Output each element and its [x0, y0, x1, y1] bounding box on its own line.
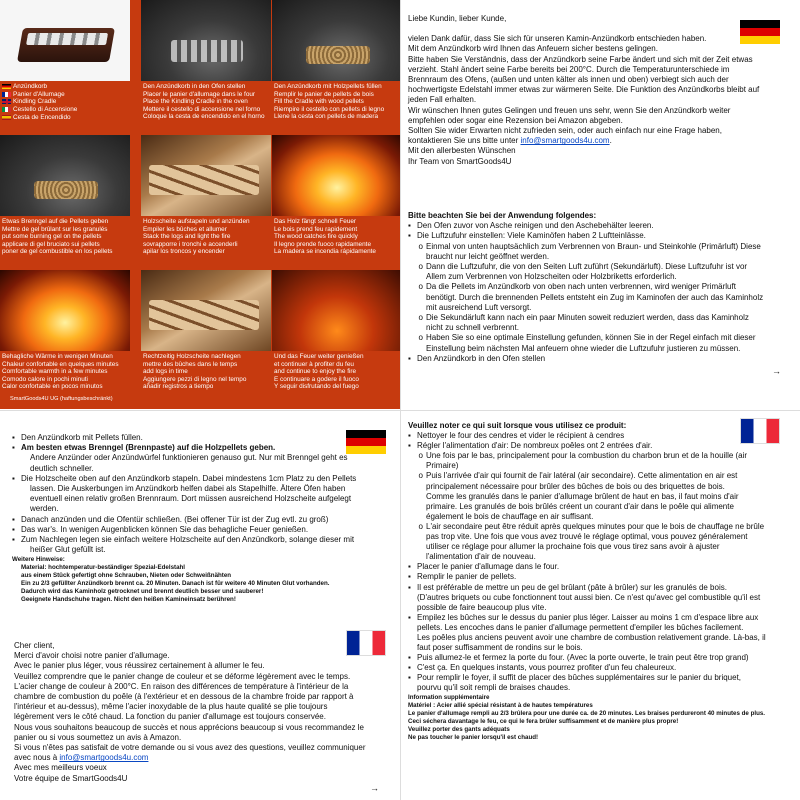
caption-line: Llene la cesta con pellets de madera [274, 113, 379, 121]
intro-line: Mit dem Anzündkorb wird Ihnen das Anfeuern sicher bestens gelingen. [408, 44, 658, 54]
fr-intro-line: chambre de combustion du poêle (à l'extérieur et en dessous de la chambre froide par rapport à [14, 692, 354, 702]
tile-caption [274, 83, 400, 121]
bullet-item [12, 515, 390, 525]
german-steps [12, 433, 390, 604]
caption-line: mettre des bûches dans le temps [143, 360, 238, 368]
fr-intro-line: Si vous n'êtes pas satisfait de votre demande ou si vous avez des questions, veuillez communiquer [14, 743, 366, 753]
caption-line: Remplir le panier de pellets de bois [274, 90, 374, 98]
caption-line: Placer le panier d'allumage dans le four [143, 90, 256, 98]
caption-line: apilar los troncos y encender [143, 248, 225, 256]
caption-line: Behagliche Wärme in wenigen Minuten [2, 353, 113, 360]
bullet-text: braucht nur leicht geöffnet werden. [426, 251, 550, 261]
bullet-item [12, 433, 390, 443]
bullet-text: pourvu qu'il soit rempli de braises chaudes. [417, 683, 571, 693]
bullet-text: nicht zu schnell verbrennt. [426, 323, 519, 333]
bullet-marker: ▪ [408, 562, 411, 572]
caption-line: Das Holz fängt schnell Feuer [274, 218, 357, 225]
bullet-text: Den Ofen zuvor von Asche reinigen und den Aschebehälter leeren. [417, 221, 654, 231]
intro-line: hochwertigste Edelstahl immer etwas zur wärmeren Seite. Die Funktion des Anzündkorbs bleibt auf [408, 85, 760, 95]
bullet-text: (D'autres briquets ou cube fonctionnent tout aussi bien. Ce n'est qu'avec gel combustible qu'il est [417, 592, 761, 602]
caption-line: Comodo calore in pochi minuti [2, 375, 88, 383]
note-line: Material: hochtemperatur-beständiger Spezial-Edelstahl [21, 564, 186, 572]
bullet-marker [408, 552, 426, 562]
horizontal-divider [0, 410, 800, 411]
closing-line-1: Mit den allerbesten Wünschen [408, 146, 516, 156]
bullet-text: Remplir le panier de pellets. [417, 572, 517, 582]
bullet-text: également le bois de chauffage en air suffisant. [426, 511, 594, 521]
bullet-marker [12, 494, 30, 504]
fr-flag-icon [2, 92, 11, 97]
intro-line: empfehlen oder sogar eine Rezension bei Amazon abgeben. [408, 115, 623, 125]
continuation-line [408, 272, 793, 282]
caption-line: Comfortable warmth in a few minutes [2, 368, 108, 376]
fr-email-link[interactable]: info@smartgoods4u.com [59, 753, 149, 763]
fr-contact-line: avec nous à info@smartgoods4u.com [14, 753, 149, 763]
caption-line: Mettere il cestello di accensione nel forno [143, 105, 261, 113]
bullet-text: Placer le panier d'allumage dans le four. [417, 562, 560, 572]
caption-line: Mettre de gel brûlant sur les granulés [2, 225, 108, 233]
language-row [2, 113, 77, 121]
email-link[interactable]: info@smartgoods4u.com [520, 136, 610, 146]
bullet-text: principalement nécessaire pour brûler des bûches de bois ou des briquettes de bois. [426, 481, 725, 491]
bullet-marker: ▪ [408, 653, 411, 663]
bullet-marker: ▪ [408, 431, 411, 441]
greeting: Liebe Kundin, lieber Kunde, [408, 14, 507, 23]
bullet-marker [408, 293, 426, 303]
fr-note-line: Matériel : Acier allié spécial résistant à de hautes températures [408, 701, 593, 709]
continuation-line [408, 683, 793, 693]
bullet-text: Empilez les bûches sur le dessus du panier plus léger. Laisser au moins 1 cm d'espace libre aux [417, 612, 759, 622]
bullet-marker [408, 252, 426, 262]
note-line: Dadurch wird das Kaminholz getrocknet und brennt deutlich besser und sauberer! [21, 588, 264, 596]
caption-line: add logs in time [143, 368, 188, 376]
sub-bullet-item [408, 313, 793, 323]
bullet-item [12, 535, 390, 545]
bullet-marker [408, 593, 417, 603]
bullet-item [408, 583, 793, 593]
continuation-line [408, 323, 793, 333]
bullet-text: Das war's. In wenigen Augenblicken können Sie das behagliche Feuer genießen. [21, 524, 309, 534]
bullet-text: possible de faire beaucoup plus vite. [417, 602, 547, 612]
bullet-marker: o [418, 521, 423, 531]
continuation-line [408, 482, 793, 492]
tile-caption [274, 218, 400, 256]
sub-bullet-item [408, 242, 793, 252]
language-row [2, 106, 77, 114]
caption-line: Holzscheite aufstapeln und anzünden [143, 218, 250, 225]
continuation-line [408, 512, 793, 522]
photo-detail [149, 300, 259, 330]
caption-line: Riempire il cestello con pellets di legno [274, 105, 385, 113]
bullet-item [408, 231, 793, 241]
caption-line: Etwas Brenngel auf die Pellets geben [2, 218, 109, 225]
continuation-line [408, 252, 793, 262]
note-line: Ein zu 2/3 gefüllter Anzündkorb brennt ca. 20 Minuten. Danach ist für weitere 40 Minuten Glut vorhanden. [21, 580, 330, 588]
caption-line: Y seguir disfrutando del fuego [274, 383, 359, 391]
caption-line: Il legno prende fuoco rapidamente [274, 240, 371, 248]
bullet-text: Die Luftzufuhr einstellen: Viele Kaminöfen haben 2 Luftteinlässe. [417, 231, 646, 241]
language-label: Panier d'Allumage [13, 90, 65, 98]
caption-line: applicare di gel bruciato sui pellets [2, 240, 100, 248]
bullet-text: L'air secondaire peut être réduit après quelques minutes pour que le bois de chauffage ne brûle [426, 521, 765, 531]
bullet-item [408, 441, 793, 451]
bullet-text: lassen. Die Auskerbungen im Anzündkorb helfen dabei als Stapelhilfe. Ältere Öfen haben [30, 484, 346, 494]
tile-caption [274, 353, 400, 391]
instruction-photo [272, 0, 400, 81]
bullet-marker [12, 464, 30, 474]
intro-line: verzieht. Stahl ändert seine Farbe bereits bei 200°C. Durch die Temperaturunterschiede im [408, 64, 730, 74]
fr-intro-line: L'acier change de couleur à 200°C. En raison des différences de température à l'intérieur de la [14, 681, 349, 691]
continuation-line [12, 545, 390, 555]
instruction-photo-panel [0, 0, 400, 409]
bullet-marker [408, 643, 417, 653]
fr-intro-line: Nous vous souhaitons beaucoup de succès et nous apprécions beaucoup si vous recommandez le [14, 722, 364, 732]
caption-line: Empiler les bûches et allumer [143, 225, 227, 233]
bullet-marker: ▪ [408, 612, 411, 622]
caption-line: La madera se incendia rápidamente [274, 248, 376, 256]
bullet-text: Am besten etwas Brenngel (Brennpaste) auf die Holzpellets geben. [21, 443, 276, 453]
bullet-marker: ▪ [12, 535, 15, 545]
bullet-text: eventuell einen relativ großen Brennraum. Dort müssen ausreichend Holzscheite aufgelegt [30, 494, 352, 504]
tile-caption [143, 353, 271, 391]
bullet-text: Danach anzünden und die Ofentür schließen. (Bei offener Tür ist der Zug evtl. zu groß) [21, 514, 329, 524]
tile-caption [2, 353, 130, 391]
caption-line: Le bois prend feu rapidement [274, 225, 358, 233]
next-page-arrow-icon: → [370, 783, 379, 793]
bullet-text: Nettoyer le four des cendres et vider le récipient à cendres [417, 431, 625, 441]
bullet-text: Den Anzündkorb in den Ofen stellen [417, 353, 546, 363]
fr-note-line: Ne pas toucher le panier lorsqu'il est chaud! [408, 733, 539, 741]
bullet-marker: ▪ [408, 673, 411, 683]
caption-line: put some burning gel on the pellets [2, 233, 102, 241]
bullet-text: Une fois par le bas, principalement pour la combustion du charbon brun et de la houille (air [426, 451, 748, 461]
caption-line: Fill the Cradle with wood pellets [274, 98, 364, 106]
bullet-marker: ▪ [408, 231, 411, 241]
bullet-text: Da die Pellets im Anzündkorb von oben nach unten verbrennen, wird weniger Primärluft [426, 282, 736, 292]
uk-flag-icon [2, 99, 11, 104]
language-row [2, 98, 77, 106]
instruction-photo [141, 0, 271, 81]
bullet-marker [408, 492, 426, 502]
bullet-text: Zum Nachlegen legen sie einfach weitere Holzscheite auf den Anzündkorb, solange dieser mit [21, 535, 355, 545]
caption-line: Chaleur confortable en quelques minutes [2, 360, 119, 368]
bullet-marker [408, 502, 426, 512]
caption-line: The wood catches fire quickly [274, 233, 358, 241]
photo-detail [17, 28, 115, 62]
instruction-photo [141, 135, 271, 216]
language-row [2, 91, 77, 99]
fr-intro-line: panier ou si vous soumettez un avis à Amazon. [14, 732, 182, 742]
bullet-text: utiliser ce réglage pour allumer la prochaine fois que vous tirez sans avoir à ajuster [426, 542, 720, 552]
bullet-marker: o [418, 451, 423, 461]
caption-line: sovrapporre i tronchi e accenderli [143, 240, 238, 248]
caption-line: Den Anzündkorb in den Ofen stellen [143, 83, 246, 90]
continuation-line [12, 453, 390, 463]
language-list [2, 83, 77, 121]
fr-intro-line: Veuillez comprendre que le panier change de couleur et se déforme légèrement avec le temps. [14, 671, 351, 681]
instruction-photo [272, 270, 400, 351]
german-usage [408, 211, 793, 364]
bullet-marker: o [418, 241, 423, 251]
bullet-marker [408, 482, 426, 492]
bullet-marker [408, 272, 426, 282]
bullet-text: Einstellung beim nächsten Mal anfeuern ohne wieder die Luftzufuhr justieren zu müssen. [426, 343, 741, 353]
continuation-line [12, 464, 390, 474]
bullet-text: Den Anzündkorb mit Pellets füllen. [21, 433, 143, 442]
german-intro [408, 14, 793, 167]
bullet-item [408, 673, 793, 683]
bullet-text: Pour remplir le foyer, il suffit de placer des bûches supplémentaires sur le panier du briquet, [417, 673, 742, 683]
instruction-photo [0, 135, 130, 216]
sub-bullet-item [408, 451, 793, 461]
bullet-marker [408, 623, 417, 633]
bullet-text: Dann die Luftzufuhr, die von den Seiten Luft zuführt (Sekundärluft). Diese Luftzufuhr ist vor [426, 262, 748, 272]
bullet-marker: o [418, 333, 423, 343]
bullet-marker: ▪ [12, 524, 15, 534]
bullet-text: heißer Glut gefüllt ist. [30, 545, 106, 555]
language-row [2, 83, 77, 91]
intro-line: Sollten Sie wider Erwarten nicht zufrieden sein, oder auch einfach nur eine Frage haben, [408, 126, 722, 136]
continuation-line [12, 484, 390, 494]
sub-bullet-item [408, 333, 793, 343]
instruction-photo [272, 135, 400, 216]
continuation-line [408, 303, 793, 313]
closing-line-2: Ihr Team von SmartGoods4U [408, 156, 512, 166]
photo-detail [171, 40, 243, 62]
caption-line: and continue to enjoy the fire [274, 368, 357, 376]
bullet-text: werden. [30, 504, 59, 514]
caption-line: Coloque la cesta de encendido en el horno [143, 113, 265, 121]
fr-closing-1: Avec mes meilleurs voeux [14, 763, 107, 773]
bullet-marker [408, 683, 417, 693]
bullet-text: C'est ça. En quelques instants, vous pourrez profiter d'un feu chaleureux. [417, 663, 677, 673]
bullet-marker [408, 633, 417, 643]
bullet-text: Andere Anzünder oder Anzündwürfel funktionieren genauso gut. Nur mit Brenngel geht es [30, 453, 348, 463]
tile-caption [2, 218, 130, 256]
bullet-text: Il est préférable de mettre un peu de gel brûlant (pâte à brûler) sur les granulés de bois. [417, 582, 727, 592]
caption-line: añadir registros a tiempo [143, 383, 214, 391]
tile-caption [143, 218, 271, 256]
bullet-marker [12, 484, 30, 494]
bullet-text: mit ausreichend Luft versorgt. [426, 302, 532, 312]
caption-line: Rechtzeitig Holzscheite nachlegen [143, 353, 241, 360]
vertical-divider [400, 0, 401, 800]
usage-heading: Bitte beachten Sie bei der Anwendung folgendes: [408, 211, 597, 220]
bullet-text: Primaire) [426, 461, 459, 471]
language-label: Cesta de Encendido [13, 113, 71, 121]
bullet-item [408, 562, 793, 572]
language-label: Kindling Cradle [13, 98, 57, 106]
language-label: Cestello di Accensione [13, 106, 78, 114]
caption-line: Den Anzündkorb mit Holzpellets füllen [274, 83, 382, 90]
bullet-marker [408, 461, 426, 471]
bullet-text: Einmal von unten hauptsächlich zum Verbrennen von Braun- und Steinkohle (Primärluft) Diese [426, 241, 761, 251]
bullet-text: Puis l'arrivée d'air qui fournit de l'air latéral (air secondaire). Cette alimentation en air est [426, 471, 738, 481]
bullet-marker [12, 545, 30, 555]
bullet-item [12, 525, 390, 535]
caption-line: Und das Feuer weiter genießen [274, 353, 364, 360]
sub-bullet-item [408, 282, 793, 292]
bullet-text: l'alimentation d'air de nouveau. [426, 552, 536, 562]
language-label: Anzündkorb [13, 83, 48, 91]
continuation-line [408, 344, 793, 354]
fr-intro-line: Avec le panier plus léger, vous réussirez certainement à allumer le feu. [14, 661, 265, 671]
fr-intro-line: l'intérieur et au-dessus), même l'acier inoxydable de la plus haute qualité se plie toujours [14, 702, 328, 712]
instruction-photo [0, 270, 130, 351]
bullet-marker [408, 344, 426, 354]
continuation-line [408, 532, 793, 542]
bullet-text: Les poêles plus anciens peuvent avoir une chambre de combustion relativement grande. Là-bas, il [417, 632, 766, 642]
bullet-marker: ▪ [408, 441, 411, 451]
next-page-arrow-icon: → [772, 366, 781, 376]
photo-detail [34, 181, 98, 199]
fr-note-line: Veuillez porter des gants adéquats [408, 725, 510, 733]
bullet-marker [408, 532, 426, 542]
bullet-text: Die Holzscheite oben auf den Anzündkorb stapeln. Dabei mindestens 1cm Platz zu den Pellets [21, 473, 357, 483]
note-line: aus einem Stück gefertigt ohne Schrauben, Nieten oder Schweißnähten [21, 572, 232, 580]
es-flag-icon [2, 115, 11, 120]
bullet-marker: o [418, 282, 423, 292]
fr-closing-2: Votre équipe de SmartGoods4U [14, 773, 128, 783]
bullet-marker: ▪ [408, 582, 411, 592]
bullet-marker: ▪ [408, 221, 411, 231]
continuation-line [12, 494, 390, 504]
bullet-item [408, 572, 793, 582]
fr-notes-heading: Information supplémentaire [408, 693, 490, 701]
bullet-marker [408, 512, 426, 522]
bullet-marker: ▪ [12, 443, 15, 453]
bullet-item [12, 443, 390, 453]
continuation-line [408, 633, 793, 643]
sub-bullet-item [408, 522, 793, 532]
photo-detail [149, 165, 259, 195]
bullet-item [408, 653, 793, 663]
bullet-text: Comme les granulés dans le panier d'allumage brûlent de haut en bas, il faut moins d'air [426, 491, 739, 501]
continuation-line [408, 603, 793, 613]
fr-note-line: Ceci séchera davantage le feu, ce qui le fera brûler suffisamment et de manière plus propre! [408, 717, 679, 725]
caption-line: Place the Kindling Cradle in the oven [143, 98, 248, 106]
continuation-line [408, 492, 793, 502]
bullet-item [408, 663, 793, 673]
bullet-marker [408, 542, 426, 552]
bullet-marker: ▪ [12, 514, 15, 524]
bullet-text: faut poser suffisamment de rondins sur le bois. [417, 643, 583, 653]
intro-line: jeden Fall erhalten. [408, 95, 477, 105]
bullet-marker: ▪ [12, 433, 15, 442]
tile-caption [143, 83, 271, 121]
bullet-marker: ▪ [408, 663, 411, 673]
bullet-marker [408, 303, 426, 313]
bullet-marker: ▪ [12, 473, 15, 483]
continuation-line [408, 461, 793, 471]
continuation-line [408, 593, 793, 603]
continuation-line [408, 293, 793, 303]
caption-line: poner de gel combustible en los pellets [2, 248, 113, 256]
bullet-marker: ▪ [408, 353, 411, 363]
bullet-marker [408, 603, 417, 613]
french-intro [14, 641, 392, 784]
it-flag-icon [2, 107, 11, 112]
caption-line: E continuare a godere il fuoco [274, 375, 359, 383]
contact-line: kontaktieren Sie uns bitte unter info@smartgoods4u.com. [408, 136, 612, 146]
caption-line: Calor confortable en pocos minutos [2, 383, 103, 391]
bullet-item [12, 474, 390, 484]
intro-line: Wir wünschen Ihnen gutes Gelingen und freuen uns sehr, wenn Sie den Anzündkorb weiter [408, 105, 731, 115]
intro-line: Brennraum des Ofens, (außen und unten kälter als innen und oben) verbiegt sich auch der [408, 75, 729, 85]
bullet-text: pas trop vite. Une fois que vous avez trouvé le réglage optimal, vous pouvez généralement [426, 532, 748, 542]
continuation-line [12, 504, 390, 514]
bullet-item [408, 221, 793, 231]
bullet-text: Haben Sie so eine optimale Einstellung gefunden, können Sie in der Regel einfach mit dieser [426, 333, 756, 343]
fr-intro-line: légèrement vers le côté chaud. La fonction du panier d'allumage est toujours conservée. [14, 712, 326, 722]
sub-bullet-item [408, 471, 793, 481]
caption-line: et continuer à profiter du feu [274, 360, 354, 368]
continuation-line [408, 542, 793, 552]
bullet-text: benötigt. Durch die brennenden Pellets entsteht ein Zug im Kaminofen der auch das Kaminholz [426, 292, 764, 302]
instruction-photo [141, 270, 271, 351]
french-usage [408, 421, 793, 742]
continuation-line [408, 623, 793, 633]
fr-intro-line: Cher client, [14, 641, 55, 650]
bullet-marker [12, 504, 30, 514]
bullet-text: Allem zum Verbrennen von Holzscheiten oder Holzbriketts erforderlich. [426, 272, 677, 282]
sub-bullet-item [408, 262, 793, 272]
bullet-marker: o [418, 471, 423, 481]
bullet-text: Puis allumez-le et fermez la porte du four. (Avec la porte ouverte, le train peut être trop grand) [417, 653, 749, 663]
continuation-line [408, 502, 793, 512]
bullet-item [408, 613, 793, 623]
intro-line: vielen Dank dafür, dass Sie sich für unseren Kamin-Anzündkorb entschieden haben. [408, 34, 707, 44]
caption-line: Stack the logs and light the fire [143, 233, 231, 241]
bullet-text: deutlich schneller. [30, 463, 94, 473]
de-flag-icon [2, 84, 11, 89]
brand-footer: SmartGoods4U UG (haftungsbeschränkt) [10, 396, 113, 402]
bullet-text: Die Sekundärluft kann nach ein paar Minuten soweit reduziert werden, dass das Kaminholz [426, 313, 749, 323]
continuation-line [408, 643, 793, 653]
bullet-marker: o [418, 262, 423, 272]
continuation-line [408, 552, 793, 562]
intro-line: Bitte haben Sie Verständnis, dass der Anzündkorb seine Farbe ändert und sich mit der Zeit etwas [408, 54, 753, 64]
caption-line: Aggiungere pezzi di legno nel tempo [143, 375, 247, 383]
bullet-marker [408, 323, 426, 333]
instruction-photo [0, 0, 130, 81]
bullet-marker: o [418, 313, 423, 323]
bullet-text: primaire. Les granulés de bois brûlés créent un courant d'air dans le poêle qui alimente [426, 501, 734, 511]
bullet-item [408, 431, 793, 441]
bullet-marker [12, 453, 30, 463]
fr-intro-line: Merci d'avoir choisi notre panier d'allumage. [14, 651, 170, 661]
photo-detail [306, 46, 370, 64]
bullet-marker: ▪ [408, 572, 411, 582]
bullet-text: pellets. Les encoches dans le panier d'allumage permettent d'empiler les bûches facilement. [417, 622, 744, 632]
fr-usage-heading: Veuillez noter ce qui suit lorsque vous utilisez ce produit: [408, 421, 627, 430]
fr-note-line: Le panier d'allumage rempli au 2/3 brûlera pour une durée ca. de 20 minutes. Les braises perdureront 40 minutes de plus. [408, 709, 766, 717]
bullet-text: Régler l'alimentation d'air: De nombreux poêles ont 2 entrées d'air. [417, 441, 653, 451]
bullet-item [408, 354, 793, 364]
notes-heading: Weitere Hinweise: [12, 556, 65, 564]
note-line: Geeignete Handschuhe tragen. Nicht den heißen Kamineinsatz berühren! [21, 596, 236, 604]
